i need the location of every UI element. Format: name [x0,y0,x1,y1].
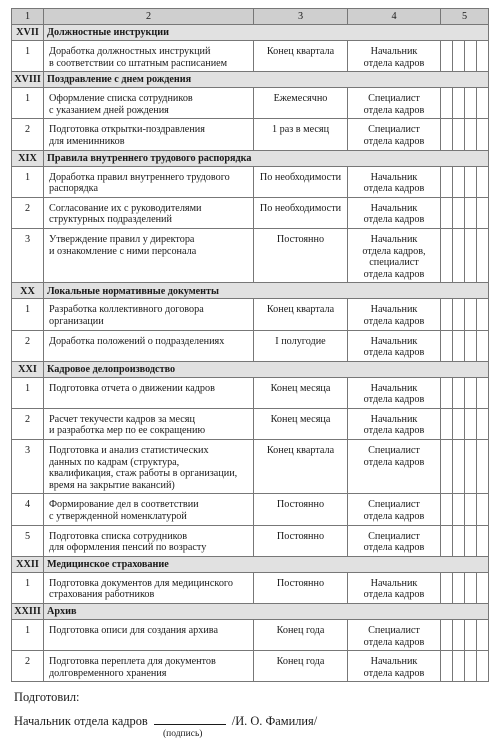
status-cell [441,41,453,72]
status-cell [453,620,465,651]
signature-line [14,713,317,729]
status-cell [441,572,453,603]
deadline-cell-line: Постоянно [276,233,325,245]
task-cell-line: долговременного хранения [49,667,167,679]
section-row [12,604,489,620]
status-cell [453,572,465,603]
deadline-cell [254,119,348,150]
status-cell [477,299,489,330]
responsible-cell-line: отдела кадров [363,268,425,280]
task-cell [44,228,254,282]
section-title: Правила внутреннего трудового распорядка [44,150,489,166]
item-number: 2 [12,408,44,439]
section-number: XXII [12,556,44,572]
responsible-cell-line: Начальник [370,656,418,668]
responsible-cell-line: отдела кадров [363,667,425,679]
section-title: Локальные нормативные документы [44,283,489,299]
status-cell [477,41,489,72]
responsible-cell [348,440,441,494]
section-title: Медицинское страхование [44,556,489,572]
status-cell [465,228,477,282]
section-row [12,283,489,299]
task-cell [44,330,254,361]
deadline-cell-line: Конец квартала [266,46,335,57]
task-cell-line: структурных подразделений [49,214,172,226]
deadline-cell-line: Конец года [276,656,325,668]
responsible-cell-line: Начальник [370,382,418,394]
responsible-cell-line: отдела кадров [363,183,425,195]
status-cell [477,119,489,150]
responsible-cell-line: отдела кадров [363,425,425,437]
status-cell [477,197,489,228]
table-row [12,572,489,603]
deadline-cell [254,440,348,494]
deadline-cell [254,330,348,361]
responsible-cell-line: отдела кадров [363,57,425,69]
item-number: 1 [12,41,44,72]
table-row [12,41,489,72]
responsible-cell [348,228,441,282]
responsible-cell [348,197,441,228]
responsible-cell-line: Специалист [368,499,420,511]
status-cell [453,228,465,282]
responsible-cell-line: Начальник [370,202,418,214]
status-cell [465,620,477,651]
responsible-cell-line: отдела кадров [363,542,425,554]
deadline-cell-line: Конец года [276,625,325,636]
responsible-cell [348,88,441,119]
task-cell [44,88,254,119]
responsible-cell-line: отдела кадров [363,456,425,468]
task-cell-line: Согласование их с руководителями [49,202,202,214]
item-number: 1 [12,299,44,330]
task-cell-line: Подготовка и анализ статистических [49,445,209,457]
status-cell [465,197,477,228]
section-title: Поздравление с днем рождения [44,72,489,88]
status-cell [441,377,453,408]
status-cell [477,620,489,651]
task-cell [44,651,254,682]
table-row [12,197,489,228]
item-number: 2 [12,197,44,228]
section-number: XVII [12,25,44,41]
status-cell [441,119,453,150]
task-cell [44,408,254,439]
responsible-cell-line: Начальник [370,171,418,183]
item-number: 4 [12,494,44,525]
item-number: 2 [12,119,44,150]
item-number: 1 [12,377,44,408]
task-cell [44,620,254,651]
responsible-cell-line: Специалист [368,124,420,136]
responsible-cell [348,41,441,72]
task-cell-line: для именинников [49,135,125,147]
item-number: 5 [12,525,44,556]
responsible-cell-line: Начальник [370,413,418,425]
responsible-cell-line: Специалист [368,93,420,105]
deadline-cell-line: Постоянно [276,577,325,589]
responsible-cell-line: Специалист [368,445,420,457]
responsible-cell-line: отдела кадров [363,214,425,226]
responsible-cell-line: отдела кадров [363,135,425,147]
task-cell-line: с утвержденной номенклатурой [49,511,187,523]
task-cell-line: Расчет текучести кадров за месяц [49,413,195,425]
task-cell-line: Подготовка описи для создания архива [49,625,218,636]
status-cell [453,299,465,330]
task-cell-line: Подготовка открытки-поздравления [49,124,205,136]
task-cell [44,197,254,228]
table-row [12,494,489,525]
deadline-cell [254,299,348,330]
section-row [12,72,489,88]
status-cell [441,197,453,228]
responsible-cell-line: Начальник [370,46,418,57]
status-cell [453,330,465,361]
status-cell [453,408,465,439]
column-header: 2 [44,9,254,25]
deadline-cell-line: Постоянно [276,499,325,511]
responsible-cell-line: Специалист [368,625,420,636]
signer-name: /И. О. Фамилия/ [231,714,318,728]
status-cell [465,651,477,682]
responsible-cell [348,377,441,408]
deadline-cell-line: 1 раз в месяц [271,124,330,136]
item-number: 2 [12,651,44,682]
task-cell-line: квалификация, стаж работы в организации, [49,468,238,480]
deadline-cell [254,88,348,119]
deadline-cell-line: По необходимости [259,171,342,183]
status-cell [441,166,453,197]
task-cell [44,119,254,150]
item-number: 1 [12,620,44,651]
deadline-cell-line: Постоянно [276,530,325,542]
table-row [12,330,489,361]
status-cell [465,88,477,119]
responsible-cell-line: Начальник [370,335,418,347]
responsible-cell [348,525,441,556]
status-cell [453,41,465,72]
column-header: 3 [254,9,348,25]
deadline-cell [254,197,348,228]
table-row [12,620,489,651]
table-row [12,408,489,439]
responsible-cell [348,494,441,525]
deadline-cell-line: Конец месяца [270,413,331,425]
deadline-cell [254,620,348,651]
task-cell [44,494,254,525]
responsible-cell [348,330,441,361]
task-cell [44,166,254,197]
deadline-cell-line: По необходимости [259,202,342,214]
status-cell [441,525,453,556]
signature-blank [154,713,226,725]
status-cell [465,572,477,603]
item-number: 1 [12,572,44,603]
section-title: Должностные инструкции [44,25,489,41]
status-cell [465,41,477,72]
deadline-cell [254,166,348,197]
task-cell-line: организации [49,315,104,327]
deadline-cell [254,494,348,525]
status-cell [453,377,465,408]
section-number: XXIII [12,604,44,620]
status-cell [441,620,453,651]
task-cell-line: распорядка [49,183,98,195]
column-header: 1 [12,9,44,25]
status-cell [453,525,465,556]
deadline-cell-line: I полугодие [275,335,326,347]
deadline-cell [254,41,348,72]
table-row [12,119,489,150]
responsible-cell [348,408,441,439]
task-cell-line: и ознакомление с ними персонала [49,245,197,257]
task-cell [44,41,254,72]
status-cell [441,440,453,494]
status-cell [465,377,477,408]
deadline-cell [254,377,348,408]
status-cell [453,119,465,150]
section-row [12,25,489,41]
task-cell-line: Утверждение правил у директора [49,233,195,245]
task-cell-line: Подготовка отчета о движении кадров [49,382,215,394]
responsible-cell [348,166,441,197]
status-cell [465,166,477,197]
responsible-cell [348,620,441,651]
table-row [12,651,489,682]
signature-caption: (подпись) [163,729,203,739]
table-row [12,88,489,119]
section-number: XIX [12,150,44,166]
task-cell-line: и разработка мер по ее сокращению [49,425,206,437]
responsible-cell-line: отдела кадров [363,347,425,359]
deadline-cell-line: Ежемесячно [273,93,328,105]
prepared-by-label: Подготовил: [14,690,80,704]
item-number: 3 [12,228,44,282]
status-cell [477,330,489,361]
task-cell [44,572,254,603]
status-cell [465,525,477,556]
responsible-cell-line: специалист [369,257,419,269]
deadline-cell [254,408,348,439]
section-row [12,361,489,377]
task-cell-line: Доработка положений о подразделениях [49,335,225,347]
section-title: Архив [44,604,489,620]
responsible-cell-line: отдела кадров [363,104,425,116]
status-cell [477,408,489,439]
table-row [12,299,489,330]
task-cell-line: в соответствии со штатным расписанием [49,57,228,69]
responsible-cell [348,119,441,150]
task-cell-line: Доработка должностных инструкций [49,46,211,57]
position-label: Начальник отдела кадров [14,714,148,728]
status-cell [477,228,489,282]
responsible-cell-line: отдела кадров [363,394,425,406]
task-cell-line: Разработка коллективного договора [49,304,204,316]
status-cell [465,119,477,150]
status-cell [477,525,489,556]
responsible-cell-line: Начальник [370,304,418,316]
responsible-cell [348,299,441,330]
task-cell-line: Формирование дел в соответствии [49,499,199,511]
status-cell [441,651,453,682]
task-cell-line: для оформления пенсий по возрасту [49,542,207,554]
header-row [12,9,489,25]
responsible-cell-line: отдела кадров [363,589,425,601]
work-plan-table [11,8,489,682]
deadline-cell-line: Конец месяца [270,382,331,394]
responsible-cell [348,572,441,603]
section-number: XX [12,283,44,299]
status-cell [441,299,453,330]
deadline-cell-line: Конец квартала [266,445,335,457]
deadline-cell [254,228,348,282]
status-cell [465,330,477,361]
task-cell-line: Оформление списка сотрудников [49,93,193,105]
status-cell [453,88,465,119]
task-cell [44,525,254,556]
task-cell [44,299,254,330]
status-cell [453,494,465,525]
status-cell [453,440,465,494]
column-header: 5 [441,9,489,25]
status-cell [465,408,477,439]
task-cell-line: с указанием дней рождения [49,104,169,116]
section-row [12,150,489,166]
status-cell [453,197,465,228]
status-cell [441,330,453,361]
status-cell [477,440,489,494]
status-cell [441,88,453,119]
deadline-cell [254,525,348,556]
task-cell-line: Подготовка переплета для документов [49,656,216,668]
section-number: XXI [12,361,44,377]
responsible-cell [348,651,441,682]
status-cell [477,494,489,525]
status-cell [465,440,477,494]
item-number: 1 [12,166,44,197]
deadline-cell-line: Конец квартала [266,304,335,316]
status-cell [477,88,489,119]
task-cell-line: данных по кадрам (структура, [49,456,180,468]
status-cell [453,651,465,682]
task-cell-line: Подготовка документов для медицинского [49,577,233,589]
status-cell [441,494,453,525]
status-cell [441,408,453,439]
responsible-cell-line: отдела кадров [363,315,425,327]
task-cell-line: страхования работников [49,589,155,601]
task-cell [44,377,254,408]
responsible-cell-line: отдела кадров [363,636,425,648]
section-number: XVIII [12,72,44,88]
responsible-cell-line: Специалист [368,530,420,542]
section-title: Кадровое делопроизводство [44,361,489,377]
item-number: 3 [12,440,44,494]
table-row [12,525,489,556]
task-cell [44,440,254,494]
status-cell [477,377,489,408]
task-cell-line: Подготовка списка сотрудников [49,530,188,542]
deadline-cell [254,572,348,603]
status-cell [453,166,465,197]
status-cell [465,299,477,330]
table-row [12,440,489,494]
responsible-cell-line: Начальник [370,577,418,589]
table-row [12,377,489,408]
task-cell-line: время на закрытие вакансий) [49,479,175,491]
status-cell [465,494,477,525]
status-cell [441,228,453,282]
status-cell [477,166,489,197]
responsible-cell-line: отдела кадров [363,511,425,523]
responsible-cell-line: Начальник [370,233,418,245]
table-row [12,228,489,282]
status-cell [477,572,489,603]
column-header: 4 [348,9,441,25]
section-row [12,556,489,572]
task-cell-line: Доработка правил внутреннего трудового [49,171,230,183]
item-number: 2 [12,330,44,361]
status-cell [477,651,489,682]
table-row [12,166,489,197]
deadline-cell [254,651,348,682]
responsible-cell-line: отдела кадров, [362,245,426,257]
item-number: 1 [12,88,44,119]
